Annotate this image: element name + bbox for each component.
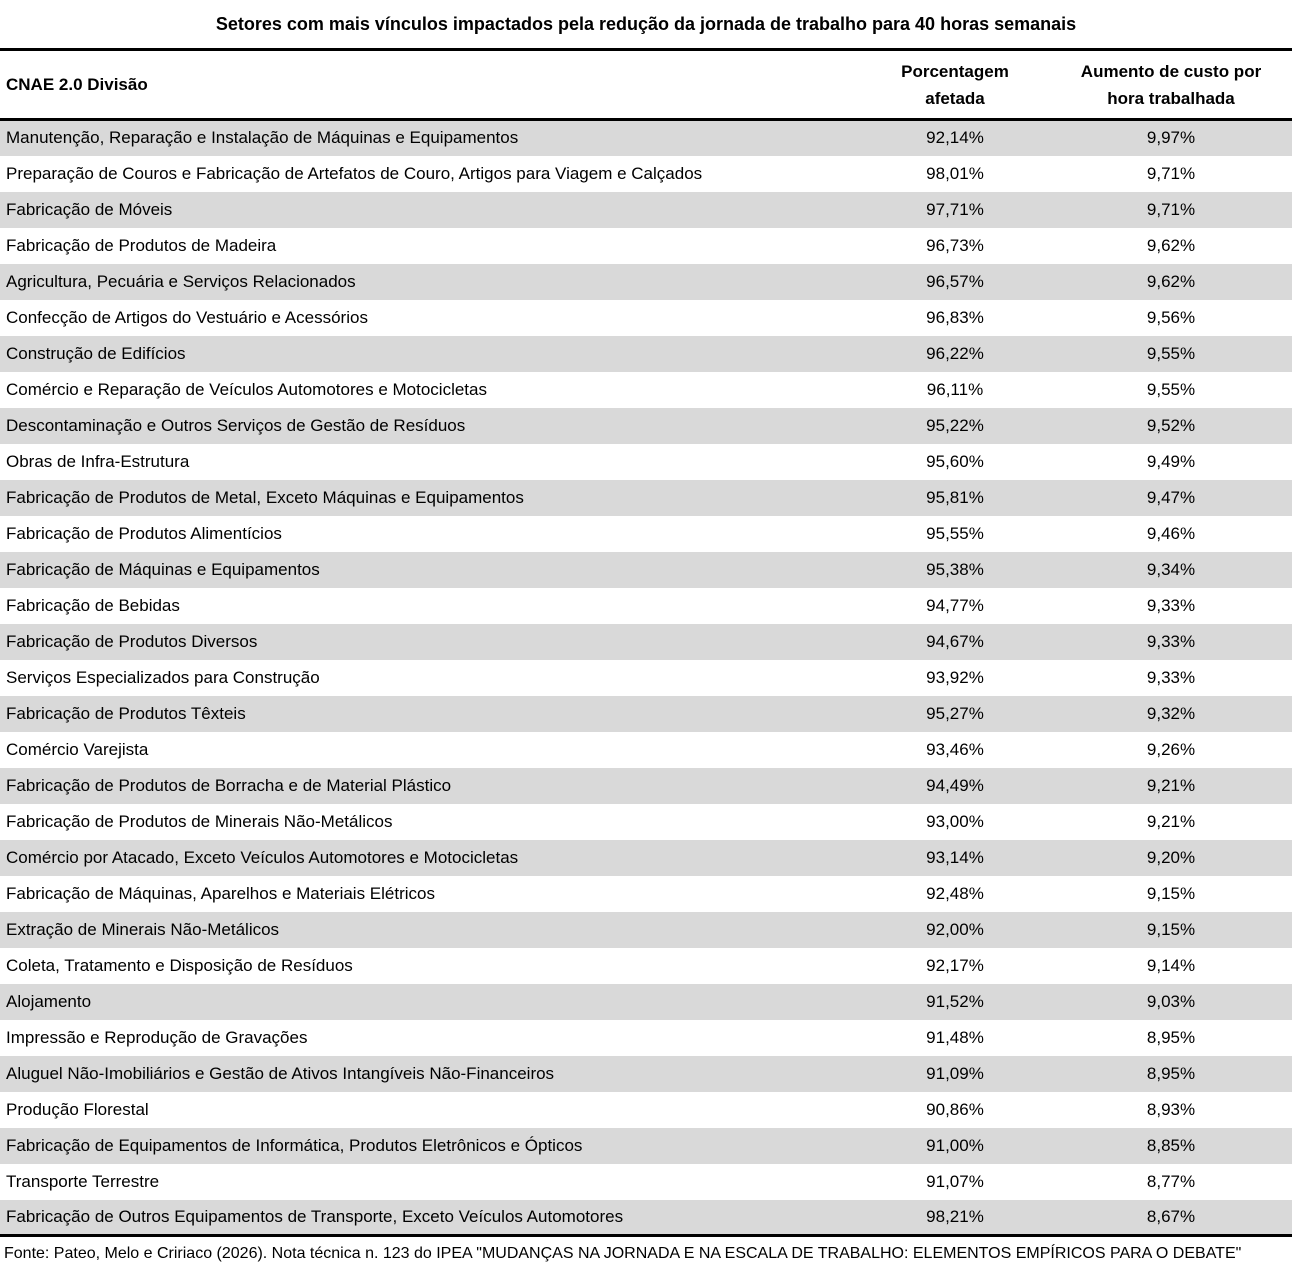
cost-cell: 9,56% xyxy=(1146,307,1196,327)
sector-cell: Comércio por Atacado, Exceto Veículos Automotores e Motocicletas xyxy=(6,847,519,867)
sector-cell: Comércio Varejista xyxy=(6,739,149,759)
percentage-cell: 95,60% xyxy=(926,451,984,471)
cost-cell: 8,85% xyxy=(1146,1135,1196,1155)
percentage-cell: 92,00% xyxy=(926,919,984,939)
table-row xyxy=(0,696,1292,732)
table-row xyxy=(0,516,1292,552)
table-row xyxy=(0,192,1292,228)
table-row xyxy=(0,1020,1292,1056)
cost-cell: 8,93% xyxy=(1146,1099,1196,1119)
table-title: Setores com mais vínculos impactados pela redução da jornada de trabalho para 40 horas semanais xyxy=(215,14,1077,34)
percentage-cell: 96,83% xyxy=(926,307,984,327)
sector-cell: Fabricação de Outros Equipamentos de Transporte, Exceto Veículos Automotores xyxy=(0,1200,860,1236)
percentage-cell: 93,92% xyxy=(926,667,984,687)
table-row xyxy=(0,336,1292,372)
cost-cell: 9,55% xyxy=(1146,343,1196,363)
header-row xyxy=(0,50,1292,120)
percentage-cell: 95,55% xyxy=(926,523,984,543)
sector-cell: Agricultura, Pecuária e Serviços Relacionados xyxy=(6,271,356,291)
table-row xyxy=(0,372,1292,408)
cost-cell: 9,62% xyxy=(1146,271,1196,291)
cost-cell: 9,46% xyxy=(1146,523,1196,543)
sector-cell: Obras de Infra-Estrutura xyxy=(6,451,190,471)
percentage-cell: 93,46% xyxy=(926,739,984,759)
cost-cell: 9,52% xyxy=(1146,415,1196,435)
table-header xyxy=(0,50,1292,120)
table-row xyxy=(0,660,1292,696)
percentage-cell: 91,48% xyxy=(926,1027,984,1047)
percentage-cell: 97,71% xyxy=(926,199,984,219)
table-row xyxy=(0,300,1292,336)
cost-cell: 9,20% xyxy=(1146,847,1196,867)
sector-cell: Impressão e Reprodução de Gravações xyxy=(6,1027,308,1047)
table-row xyxy=(0,768,1292,804)
percentage-cell: 98,01% xyxy=(926,163,984,183)
sectors-table xyxy=(0,48,1292,1237)
column-header-percentage xyxy=(860,50,1050,120)
sector-cell: Construção de Edifícios xyxy=(6,343,186,363)
cost-cell: 9,62% xyxy=(1146,235,1196,255)
percentage-cell: 93,00% xyxy=(926,811,984,831)
cost-cell: 9,47% xyxy=(1146,487,1196,507)
table-row xyxy=(0,1092,1292,1128)
table-row xyxy=(0,732,1292,768)
sector-cell: Coleta, Tratamento e Disposição de Resíduos xyxy=(6,955,353,975)
sector-cell: Transporte Terrestre xyxy=(6,1171,160,1191)
sector-cell: Manutenção, Reparação e Instalação de Máquinas e Equipamentos xyxy=(6,128,519,148)
table-row xyxy=(0,120,1292,156)
percentage-cell: 91,00% xyxy=(926,1135,984,1155)
sector-cell: Fabricação de Produtos de Borracha e de Material Plástico xyxy=(6,775,452,795)
sector-cell: Fabricação de Móveis xyxy=(6,199,173,219)
sector-cell: Fabricação de Equipamentos de Informática, Produtos Eletrônicos e Ópticos xyxy=(6,1135,583,1155)
cost-cell: 9,34% xyxy=(1146,559,1196,579)
cost-cell: 9,14% xyxy=(1146,955,1196,975)
sector-cell: Preparação de Couros e Fabricação de Artefatos de Couro, Artigos para Viagem e Calçados xyxy=(6,163,703,183)
sector-cell: Fabricação de Produtos de Minerais Não-Metálicos xyxy=(6,811,393,831)
cost-cell: 8,95% xyxy=(1146,1027,1196,1047)
cost-cell: 9,26% xyxy=(1146,739,1196,759)
column-header-sector xyxy=(0,50,860,120)
sector-cell: Fabricação de Produtos Alimentícios xyxy=(6,523,282,543)
sector-cell: Fabricação de Produtos Diversos xyxy=(6,631,258,651)
sector-cell: Fabricação de Produtos de Metal, Exceto Máquinas e Equipamentos xyxy=(6,487,524,507)
cost-cell: 8,67% xyxy=(1050,1200,1292,1236)
cost-cell: 9,49% xyxy=(1146,451,1196,471)
column-header-cost-label: Aumento de custo por hora trabalhada xyxy=(1080,61,1262,108)
sector-cell: Aluguel Não-Imobiliários e Gestão de Ativos Intangíveis Não-Financeiros xyxy=(6,1063,555,1083)
percentage-cell: 90,86% xyxy=(926,1099,984,1119)
sector-cell: Serviços Especializados para Construção xyxy=(6,667,320,687)
table-row xyxy=(0,624,1292,660)
percentage-cell: 96,11% xyxy=(926,379,984,399)
cost-cell: 9,33% xyxy=(1146,631,1196,651)
cost-cell: 9,03% xyxy=(1146,991,1196,1011)
percentage-cell: 95,81% xyxy=(926,487,984,507)
table-row xyxy=(0,840,1292,876)
table-row xyxy=(0,480,1292,516)
cost-cell: 9,32% xyxy=(1146,703,1196,723)
percentage-cell: 91,07% xyxy=(926,1171,984,1191)
table-row xyxy=(0,444,1292,480)
table-row xyxy=(0,408,1292,444)
table-row xyxy=(0,588,1292,624)
percentage-cell: 94,67% xyxy=(926,631,984,651)
sector-cell: Comércio e Reparação de Veículos Automotores e Motocicletas xyxy=(6,379,487,399)
table-row xyxy=(0,264,1292,300)
table-row xyxy=(0,228,1292,264)
table-row xyxy=(0,804,1292,840)
table-row xyxy=(0,948,1292,984)
cost-cell: 9,71% xyxy=(1146,199,1196,219)
percentage-cell: 96,22% xyxy=(926,343,984,363)
table-row xyxy=(0,1128,1292,1164)
percentage-cell: 94,77% xyxy=(926,595,984,615)
sector-cell: Descontaminação e Outros Serviços de Gestão de Resíduos xyxy=(6,415,466,435)
column-header-sector-label: CNAE 2.0 Divisão xyxy=(6,75,148,94)
sector-cell: Fabricação de Bebidas xyxy=(6,595,180,615)
cost-cell: 9,55% xyxy=(1146,379,1196,399)
percentage-cell: 92,48% xyxy=(926,883,984,903)
percentage-cell: 95,22% xyxy=(926,415,984,435)
percentage-cell: 94,49% xyxy=(926,775,984,795)
percentage-cell: 92,14% xyxy=(926,128,984,148)
sector-cell: Fabricação de Máquinas e Equipamentos xyxy=(6,559,320,579)
table-row xyxy=(0,552,1292,588)
percentage-cell: 93,14% xyxy=(926,847,984,867)
cost-cell: 9,21% xyxy=(1146,811,1196,831)
table-row xyxy=(0,876,1292,912)
cost-cell: 8,95% xyxy=(1146,1063,1196,1083)
table-row xyxy=(0,156,1292,192)
percentage-cell: 91,09% xyxy=(926,1063,984,1083)
table-body xyxy=(0,120,1292,1236)
sector-cell: Fabricação de Produtos de Madeira xyxy=(6,235,277,255)
sector-cell: Produção Florestal xyxy=(6,1099,149,1119)
sector-cell: Fabricação de Produtos Têxteis xyxy=(6,703,246,723)
cost-cell: 8,77% xyxy=(1146,1171,1196,1191)
sector-cell: Fabricação de Máquinas, Aparelhos e Materiais Elétricos xyxy=(6,883,435,903)
percentage-cell: 96,57% xyxy=(926,271,984,291)
column-header-cost xyxy=(1050,50,1292,120)
table-row xyxy=(0,1056,1292,1092)
sector-cell: Confecção de Artigos do Vestuário e Acessórios xyxy=(6,307,368,327)
source-note: Fonte: Pateo, Melo e Cririaco (2026). Nota técnica n. 123 do IPEA "MUDANÇAS NA JORNADA E NA ESCALA DE TRABALHO: ELEMENTOS EMPÍRICOS PARA O DEBATE" xyxy=(4,1245,1242,1262)
cost-cell: 9,21% xyxy=(1146,775,1196,795)
table-row xyxy=(0,912,1292,948)
percentage-cell: 96,73% xyxy=(926,235,984,255)
table-row xyxy=(0,984,1292,1020)
percentage-cell: 98,21% xyxy=(860,1200,1050,1236)
sector-cell: Extração de Minerais Não-Metálicos xyxy=(6,919,280,939)
column-header-percentage-label: Porcentagem afetada xyxy=(901,61,1009,108)
cost-cell: 9,71% xyxy=(1146,163,1196,183)
cost-cell: 9,15% xyxy=(1146,919,1196,939)
cost-cell: 9,33% xyxy=(1146,595,1196,615)
percentage-cell: 95,38% xyxy=(926,559,984,579)
table-row xyxy=(0,1164,1292,1200)
percentage-cell: 95,27% xyxy=(926,703,984,723)
table-row xyxy=(0,1200,1292,1236)
cost-cell: 9,97% xyxy=(1146,128,1196,148)
sector-cell: Alojamento xyxy=(6,991,92,1011)
percentage-cell: 92,17% xyxy=(926,955,984,975)
cost-cell: 9,33% xyxy=(1146,667,1196,687)
cost-cell: 9,15% xyxy=(1146,883,1196,903)
percentage-cell: 91,52% xyxy=(926,991,984,1011)
